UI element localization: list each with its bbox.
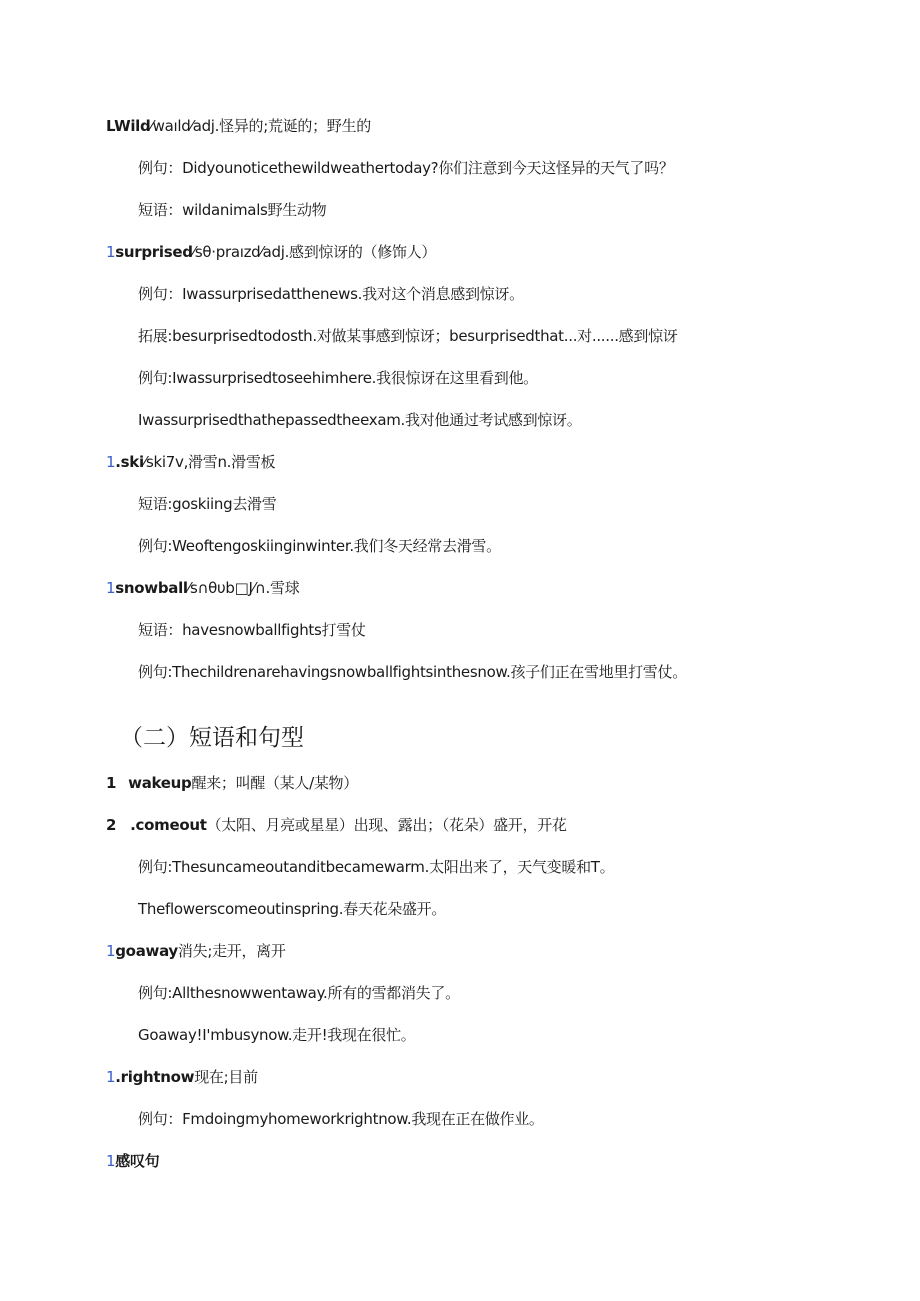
snowball-word: snowball: [115, 579, 188, 597]
surprised-extension: 拓展:besurprisedtodosth.对做某事感到惊讶；besurprisedthat...对......感到惊讶: [138, 327, 678, 345]
snowball-example: 例句:Thechildrenarehavingsnowballfightsinthesnow.孩子们正在雪地里打雪仗。: [138, 663, 687, 681]
phrase-wakeup-headword: [106, 773, 358, 793]
wakeup-word: wakeup: [128, 774, 192, 792]
rightnow-number: 1: [106, 1068, 116, 1086]
rightnow-example: 例句：Fmdoingmyhomeworkrightnow.我现在正在做作业。: [138, 1110, 544, 1128]
wild-prefix: L: [106, 117, 115, 135]
phrase-rightnow-headword: [106, 1067, 258, 1087]
surprised-definition: ⁄sθ·praızd⁄adj.感到惊讶的（修饰人）: [192, 243, 437, 261]
goaway-word: goaway: [115, 942, 178, 960]
rightnow-word: .rightnow: [115, 1068, 195, 1086]
exclamation-word: 感叹句: [115, 1152, 160, 1170]
vocab-wild-headword: [106, 116, 371, 136]
wild-phrase: 短语：wildanimals野生动物: [138, 201, 327, 219]
wakeup-definition: 醒来；叫醒（某人/某物）: [191, 774, 358, 792]
comeout-definition: （太阳、月亮或星星）出现、露出；（花朵）盛开，开花: [206, 816, 567, 834]
ski-definition: ⁄ski7v,滑雪n.滑雪板: [143, 453, 276, 471]
rightnow-definition: 现在;目前: [194, 1068, 258, 1086]
wild-example: 例句：Didyounoticethewildweathertoday?你们注意到今天这怪异的天气了吗？: [138, 159, 674, 177]
ski-example: 例句:Weoftengoskiinginwinter.我们冬天经常去滑雪。: [138, 537, 501, 555]
wakeup-number: 1: [106, 774, 117, 792]
phrase-comeout-headword: [106, 815, 567, 835]
goaway-example: 例句:Allthesnowwentaway.所有的雪都消失了。: [138, 984, 460, 1002]
surprised-example-2: 例句:Iwassurprisedtoseehimhere.我很惊讶在这里看到他。: [138, 369, 538, 387]
comeout-word: .comeout: [130, 816, 207, 834]
vocab-snowball-headword: [106, 578, 299, 598]
vocab-ski-headword: [106, 452, 275, 472]
surprised-example-3: Iwassurprisedthathepassedtheexam.我对他通过考试感到惊讶。: [138, 411, 582, 429]
comeout-number: 2: [106, 816, 117, 834]
comeout-example: 例句:Thesuncameoutanditbecamewarm.太阳出来了，天气变暖和T。: [138, 858, 615, 876]
ski-phrase: 短语:goskiing去滑雪: [138, 495, 277, 513]
exclamation-headword: [106, 1151, 159, 1171]
comeout-example-2: Theflowerscomeoutinspring.春天花朵盛开。: [138, 900, 447, 918]
surprised-example: 例句：Iwassurprisedatthenews.我对这个消息感到惊讶。: [138, 285, 524, 303]
snowball-definition: ⁄s∩θυb□J⁄∩.雪球: [187, 579, 300, 597]
ski-word: .ski: [115, 453, 144, 471]
phrase-goaway-headword: [106, 941, 286, 961]
ski-number: 1: [106, 453, 116, 471]
wild-definition: ⁄waıld⁄adj.怪异的;荒诞的；野生的: [150, 117, 371, 135]
vocab-surprised-headword: [106, 242, 436, 262]
section-heading: （二）短语和句型: [120, 725, 304, 751]
exclamation-number: 1: [106, 1152, 116, 1170]
snowball-number: 1: [106, 579, 116, 597]
snowball-phrase: 短语：havesnowballfights打雪仗: [138, 621, 366, 639]
goaway-number: 1: [106, 942, 116, 960]
goaway-definition: 消失;走开，离开: [177, 942, 286, 960]
wild-word: Wild: [114, 117, 151, 135]
goaway-example-2: Goaway!I'mbusynow.走开!我现在很忙。: [138, 1026, 416, 1044]
surprised-number: 1: [106, 243, 116, 261]
surprised-word: surprised: [115, 243, 193, 261]
